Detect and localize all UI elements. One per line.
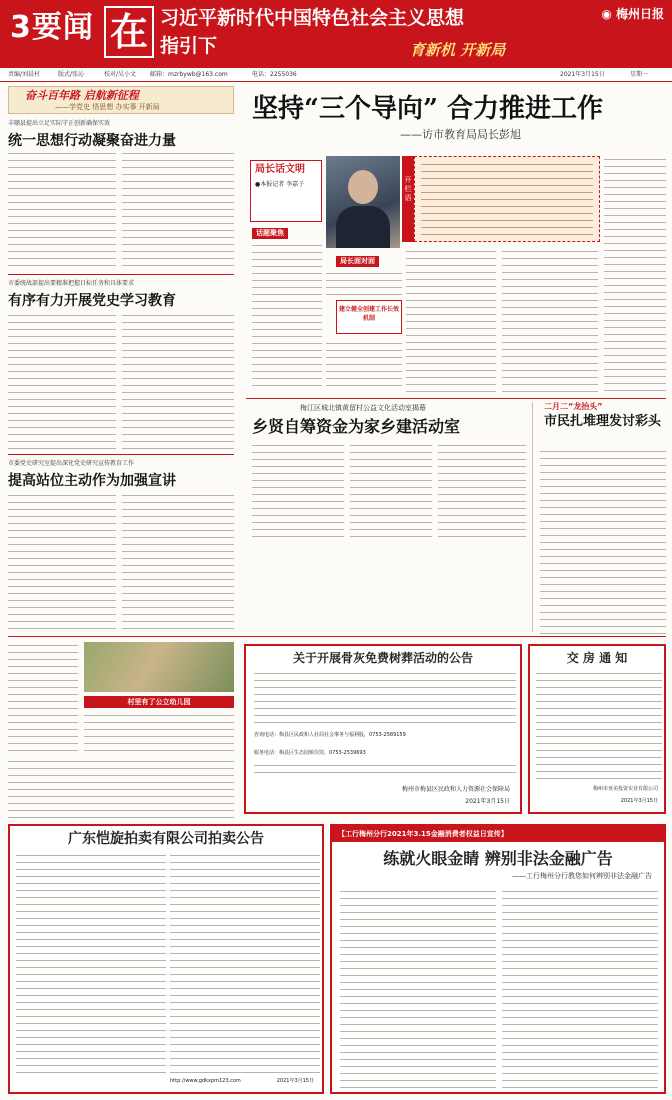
divider (8, 636, 666, 637)
phone: 电话：2255036 (252, 71, 297, 78)
right-title: 市民扎堆理发讨彩头 (544, 414, 662, 429)
section-tag-face: 局长面对面 (336, 256, 379, 267)
finance-subtitle: ——工行梅州分行教您如何辨别非法金融广告 (512, 872, 652, 880)
funeral-notice-text-2 (254, 762, 516, 776)
pull-quote: 建立健全创建工作长效机制 (336, 300, 402, 334)
editor: 责编/刘晨村 (8, 71, 41, 78)
finance-story (330, 824, 666, 1094)
middle-title: 乡贤自筹资金为家乡建活动室 (252, 417, 461, 436)
portrait-photo (326, 156, 400, 248)
right-body (540, 448, 666, 634)
handover-notice-title: 交 房 通 知 (566, 651, 628, 665)
face-shape (348, 170, 378, 204)
article-c (8, 460, 234, 491)
intro-text (421, 161, 593, 237)
auction-web: http://www.gdkxpm123.com (170, 1078, 241, 1084)
middle-kicker: 梅江区城北镇黄留村公益文化活动室揭幕 (300, 404, 426, 412)
school-photo (84, 642, 234, 692)
section-tag-focus: 话题聚焦 (252, 228, 288, 239)
lead-body-right (604, 156, 666, 392)
column-divider (532, 402, 533, 632)
auction-text-left (16, 852, 166, 1074)
auction-text-right (170, 852, 320, 1074)
zai-character: 在 (104, 6, 154, 58)
page-number: 3要闻 (10, 10, 94, 45)
photo-story-body-left (8, 642, 78, 752)
article-b-body-left (8, 312, 116, 450)
finance-body-right (502, 888, 658, 1088)
finance-body-left (340, 888, 496, 1088)
article-b-body-right (122, 312, 234, 450)
logo-text: 梅州日报 (615, 7, 664, 21)
masthead (0, 0, 672, 68)
auction-ad (8, 824, 324, 1094)
suit-shape (336, 206, 390, 248)
left-banner-subtitle: ——学党史 悟思想 办实事 开新局 (55, 103, 160, 111)
divider (8, 454, 234, 455)
newspaper-logo (601, 6, 664, 22)
handover-notice (528, 644, 666, 814)
handover-date: 2021年3月15日 (620, 798, 658, 804)
village-body (84, 712, 234, 752)
article-a-body-right (122, 150, 234, 270)
lead-body-col2a (326, 270, 402, 296)
side-tag: 开栏语 (402, 156, 414, 242)
handover-org: 梅州市亚美投资实业有限公司 (592, 786, 658, 792)
left-banner (8, 86, 234, 114)
article-a-kicker: 丰顺县提出立足实际守正创新确保实效 (8, 120, 111, 127)
middle-body-1 (252, 442, 344, 538)
divider (8, 274, 234, 275)
village-box-title: 村里有了公立幼儿园 (84, 696, 234, 708)
lead-body-col4 (502, 248, 598, 392)
article-a (8, 120, 234, 151)
date: 2021年3月15日 (560, 71, 605, 78)
finance-title: 练就火眼金睛 辨别非法金融广告 (383, 849, 613, 868)
article-a-title: 统一思想行动凝聚奋进力量 (8, 133, 176, 150)
masthead-title-line2: 指引下 (160, 35, 218, 57)
reporter: ●本报记者 李嘉子 (255, 180, 305, 188)
article-b (8, 280, 234, 311)
dateline (0, 68, 672, 82)
middle-body-2 (350, 442, 432, 538)
funeral-notice-title: 关于开展骨灰免费树葬活动的公告 (292, 651, 473, 665)
proof: 版式/张沁 (58, 71, 85, 78)
lead-body-col3 (406, 248, 496, 392)
column-badge (250, 160, 322, 222)
article-c-kicker: 市委党史研究室提出深化党史研究宣传教育工作 (8, 460, 135, 467)
auction-date: 2021年3月15日 (276, 1078, 314, 1084)
funeral-notice-text (254, 670, 516, 726)
funeral-notice (244, 644, 522, 814)
article-b-kicker: 市委统战部提出要精准把握目标任务和具体要求 (8, 280, 135, 287)
funeral-org: 梅州市梅县区民政和人力资源社会保障局 (401, 786, 510, 793)
article-c-body-right (122, 492, 234, 632)
handover-notice-text (536, 670, 662, 780)
photo-story-body-bottom (8, 758, 234, 818)
masthead-slogan: 育新机 开新局 (410, 41, 506, 59)
article-c-body-left (8, 492, 116, 632)
article-c-title: 提高站位主动作为加强宣讲 (8, 473, 176, 490)
funeral-date: 2021年3月15日 (465, 798, 510, 805)
finance-kicker: 【工行梅州分行2021年3.15金融消费者权益日宣传】 (332, 826, 664, 842)
middle-body-3 (438, 442, 526, 538)
article-a-body-left (8, 150, 116, 270)
weekday: 星期一 (630, 71, 649, 78)
check: 校对/吴小文 (104, 71, 137, 78)
divider (246, 398, 666, 399)
logo-icon: ◉ (601, 7, 616, 21)
article-b-title: 有序有力开展党史学习教育 (8, 293, 176, 310)
lead-subtitle: ——访市教育局局长彭旭 (400, 128, 521, 141)
auction-title: 广东恺旋拍卖有限公司拍卖公告 (68, 831, 264, 847)
lead-body-col2b (326, 340, 402, 392)
funeral-consult-2: 服务电话：梅县区生态园殡仪馆，0753-2539693 (254, 750, 366, 756)
right-kicker: 二月二“龙抬头” (544, 402, 603, 411)
funeral-consult-1: 咨询电话：梅县区民政和人社局社会事务与福利股，0753-2589159 (254, 732, 406, 738)
left-banner-title: 奋斗百年路 启航新征程 (25, 89, 139, 102)
email: 邮箱：mzrbywb@163.com (150, 71, 228, 78)
lead-title: 坚持“三个导向” 合力推进工作 (252, 94, 603, 124)
column-name: 局长话文明 (255, 164, 305, 175)
lead-body-col1 (252, 242, 322, 392)
masthead-title-line1: 习近平新时代中国特色社会主义思想 (160, 7, 465, 29)
intro-box (414, 156, 600, 242)
